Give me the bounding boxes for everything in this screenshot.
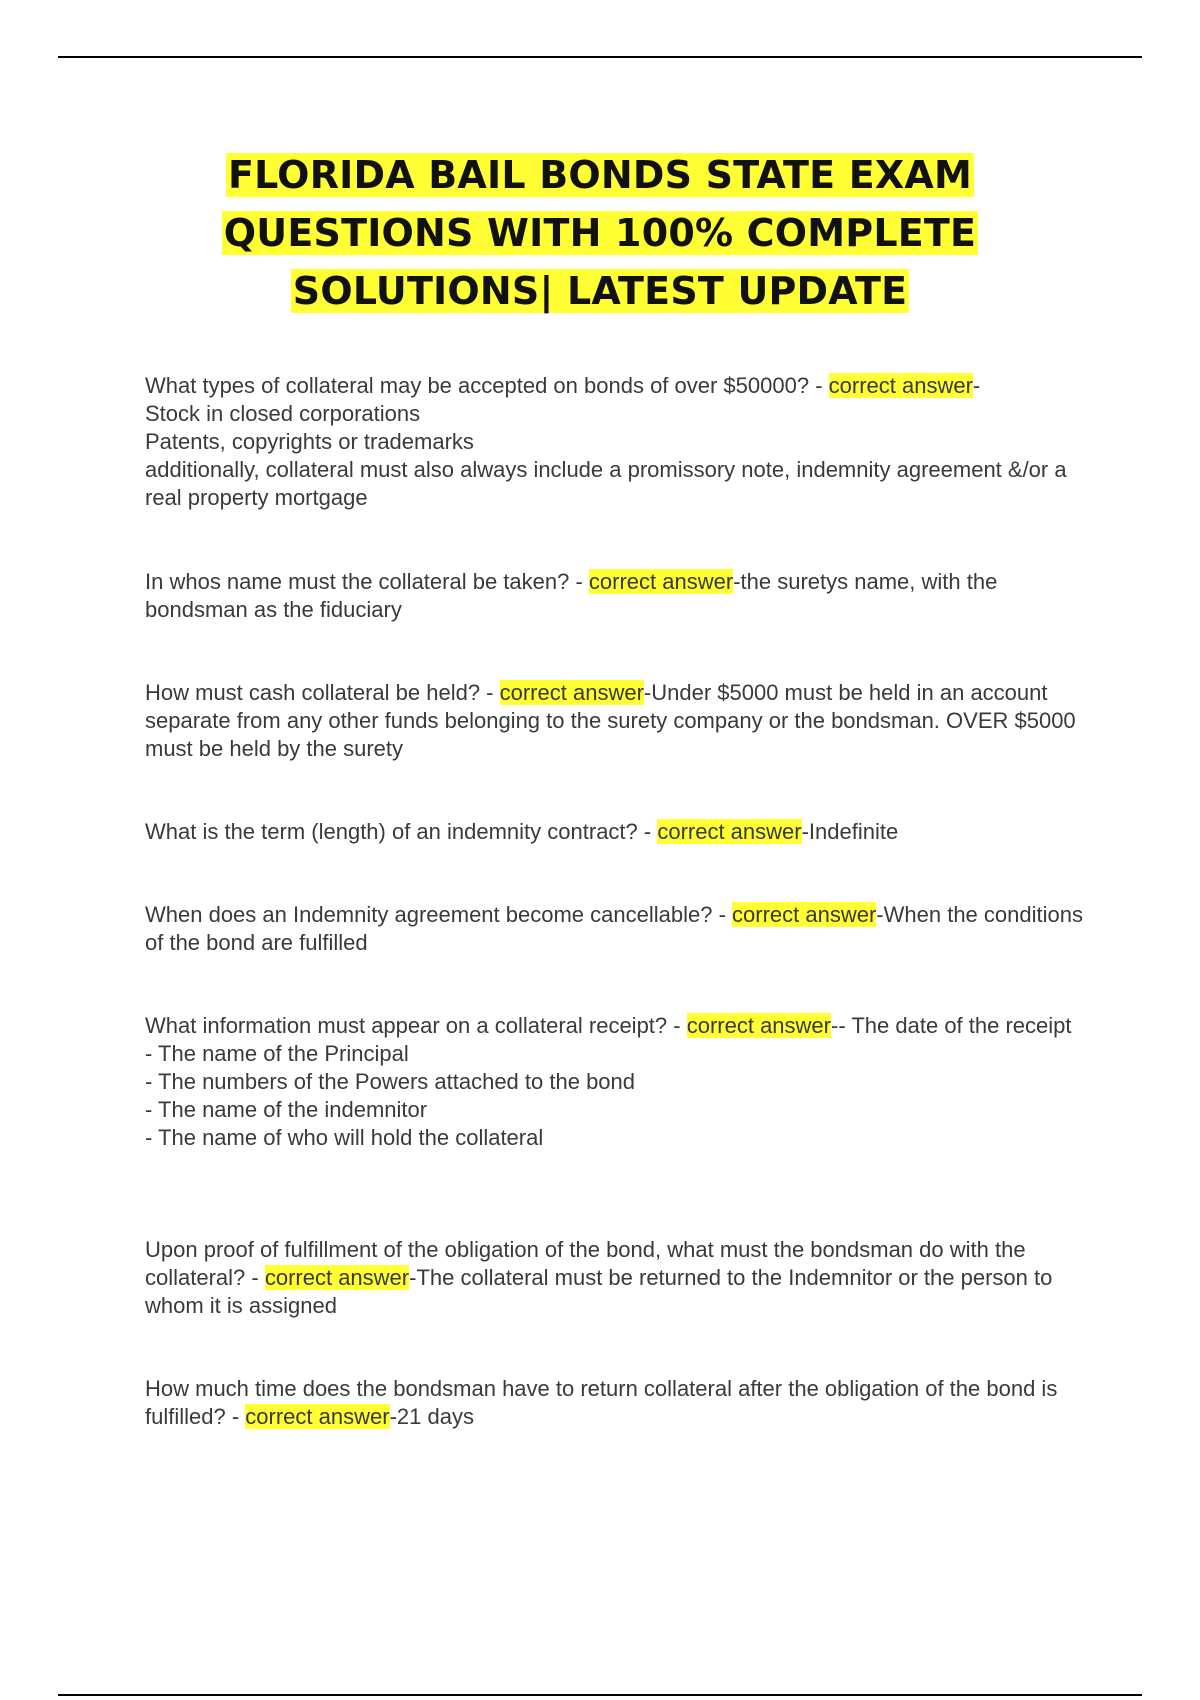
page-title (0, 146, 1200, 320)
answer-text: -The collateral must be returned to the Indemnitor or the person to whom it is assigned (145, 1265, 1053, 1318)
question-text: How must cash collateral be held? - (145, 680, 500, 705)
question-text: When does an Indemnity agreement become cancellable? - (145, 902, 733, 927)
correct-answer-highlight: correct answer (499, 680, 644, 705)
question-text: What is the term (length) of an indemnity contract? - (145, 819, 658, 844)
correct-answer-highlight: correct answer (264, 1265, 410, 1290)
question-text: Upon proof of fulfillment of the obligation of the bond, what must the bondsman do with the collateral? - (145, 1237, 1026, 1290)
correct-answer-highlight: correct answer (732, 902, 877, 927)
qa-item (145, 372, 1095, 512)
qa-item (145, 568, 1095, 624)
top-rule (58, 56, 1142, 58)
answer-text: -Under $5000 must be held in an account separate from any other funds belonging to the surety company or the bondsman. OVER $5000 must be held by the surety (145, 680, 1076, 761)
title-line: FLORIDA BAIL BONDS STATE EXAM (227, 153, 973, 197)
question-text: In whos name must the collateral be taken? - (145, 569, 589, 594)
qa-item (145, 1236, 1095, 1320)
answer-text: -21 days (389, 1404, 474, 1429)
answer-text: -the suretys name, with the bondsman as the fiduciary (145, 569, 998, 622)
correct-answer-highlight: correct answer (828, 373, 973, 398)
question-text: What information must appear on a collateral receipt? - (145, 1013, 687, 1038)
answer-text: - Stock in closed corporations Patents, copyrights or trademarks additionally, collateral must also always include a promissory note, indemnity agreement &/or a real property mortgage (145, 373, 1067, 510)
qa-item (145, 818, 1095, 846)
qa-item (145, 1375, 1095, 1431)
correct-answer-highlight: correct answer (245, 1404, 390, 1429)
correct-answer-highlight: correct answer (657, 819, 802, 844)
bottom-rule (58, 1694, 1142, 1696)
qa-item (145, 1012, 1095, 1152)
answer-text: -- The date of the receipt - The name of the Principal - The numbers of the Powers attached to the bond - The name of the indemnitor - The name of who will hold the collateral (145, 1013, 1072, 1150)
qa-item (145, 679, 1095, 763)
correct-answer-highlight: correct answer (588, 569, 734, 594)
answer-text: -Indefinite (801, 819, 899, 844)
answer-text: -When the conditions of the bond are fulfilled (145, 902, 1083, 955)
title-line: SOLUTIONS| LATEST UPDATE (292, 269, 908, 313)
title-line: QUESTIONS WITH 100% COMPLETE (223, 211, 977, 255)
question-text: What types of collateral may be accepted on bonds of over $50000? - (145, 373, 829, 398)
qa-item (145, 901, 1095, 957)
question-text: How much time does the bondsman have to return collateral after the obligation of the bond is fulfilled? - (145, 1376, 1058, 1429)
correct-answer-highlight: correct answer (686, 1013, 831, 1038)
